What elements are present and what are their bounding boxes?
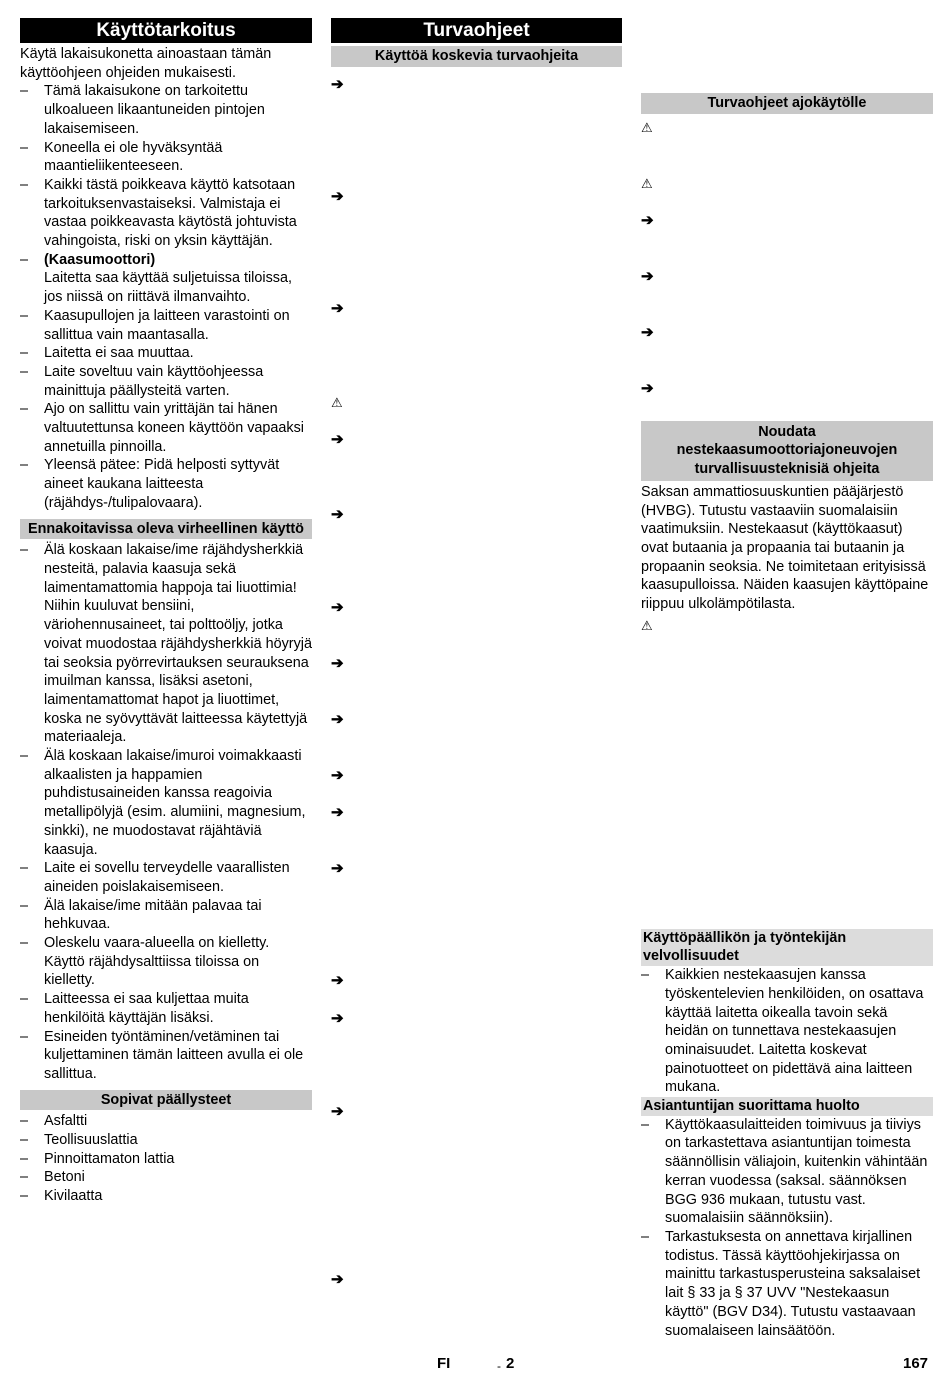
intended-use-list <box>20 82 312 512</box>
arrow-icon: ➔ <box>641 324 654 341</box>
arrow-icon: ➔ <box>641 380 654 397</box>
list-item: – Yleensä pätee: Pidä helposti syttyvät aineet kaukana laitteesta (räjähdys-/tulipalovaara). <box>20 456 312 512</box>
arrow-icon: ➔ <box>331 1010 344 1027</box>
list-item: – Teollisuuslattia <box>20 1131 312 1150</box>
list-item: – Pinnoittamaton lattia <box>20 1150 312 1169</box>
lpg-paragraph: Saksan ammattiosuuskuntien pääjärjestö (HVBG). Tutustu vastaaviin suomalaisiin vaatimuksiin. Nestekaasut (käyttökaasut) ovat butaania ja propaania tai butaanin ja propaanin seoksia. Ne toimitetaan erityisissä kaasupulloissa. Näiden kaasujen käyttöpaine riippuu ulkolämpötilasta. <box>641 483 929 613</box>
arrow-icon: ➔ <box>331 860 344 877</box>
section-title-driving-safety: Turvaohjeet ajokäytölle <box>641 93 933 114</box>
arrow-icon: ➔ <box>331 767 344 784</box>
section-title-surfaces: Sopivat päällysteet <box>20 1090 312 1111</box>
list-item: – Älä lakaise/ime mitään palavaa tai hehkuvaa. <box>20 897 312 934</box>
section-title-safety: Turvaohjeet <box>331 18 622 43</box>
section-title-service: Asiantuntijan suorittama huolto <box>641 1097 933 1116</box>
list-item: – Laitetta ei saa muuttaa. <box>20 344 312 363</box>
arrow-icon: ➔ <box>331 1103 344 1120</box>
list-item: – Älä koskaan lakaise/imuroi voimakkaasti alkaalisten ja happamien puhdistusaineiden kanssa reagoivia metallipölyjä (esim. alumiini, magnesium, sinkki), ne muodostavat räjähtäviä kaasuja. <box>20 747 312 859</box>
arrow-icon: ➔ <box>331 972 344 989</box>
arrow-icon: ➔ <box>331 599 344 616</box>
list-item: – Kaikki tästä poikkeava käyttö katsotaan tarkoituksenvastaiseksi. Valmistaja ei vastaa poikkeavasta käytöstä johtuvista vahingoista, riski on yksin käyttäjän. <box>20 176 312 251</box>
service-list <box>641 1116 933 1340</box>
gas-engine-label: (Kaasumoottori) <box>44 251 156 268</box>
section-title-misuse: Ennakoitavissa oleva virheellinen käyttö <box>20 519 312 540</box>
arrow-icon: ➔ <box>331 300 344 317</box>
list-item: – Kaikkien nestekaasujen kanssa työskentelevien henkilöiden, on osattava käyttää laitetta oikealla tavoin sekä heidän on tunnettava nestekaasujen ominaisuudet. Laitetta koskevat painotuotteet on pidettävä aina laitteen mukana. <box>641 966 933 1097</box>
list-item: – Laitteessa ei saa kuljettaa muita henkilöitä käyttäjän lisäksi. <box>20 990 312 1027</box>
list-item: – Esineiden työntäminen/vetäminen tai kuljettaminen tämän laitteen avulla ei ole sallittua. <box>20 1028 312 1084</box>
page-number: 167 <box>903 1355 929 1372</box>
column-right <box>641 93 933 1340</box>
section-title-lpg: Noudata nestekaasumoottoriajoneuvojen turvallisuusteknisiä ohjeita <box>641 421 933 481</box>
misuse-list <box>20 541 312 1083</box>
list-item: – Käyttökaasulaitteiden toimivuus ja tiiviys on tarkastettava asiantuntijan toimesta säännöllisin väliajoin, kuitenkin vähintään kerran vuodessa (saksal. säännöksen BGG 936 mukaan, tutustu vast. suomalaisiin säännöksiin). <box>641 1116 933 1228</box>
section-title-operation-safety: Käyttöä koskevia turvaohjeita <box>331 46 622 67</box>
arrow-icon: ➔ <box>641 268 654 285</box>
duties-list <box>641 966 933 1097</box>
list-item: – Betoni <box>20 1168 312 1187</box>
section-title-intended-use: Käyttötarkoitus <box>20 18 312 43</box>
arrow-icon: ➔ <box>331 506 344 523</box>
arrow-icon: ➔ <box>331 1271 344 1288</box>
list-item: – Koneella ei ole hyväksyntää maantieliikenteeseen. <box>20 139 312 176</box>
list-item-gas-engine <box>20 251 312 307</box>
footer-separator: - <box>497 1359 501 1373</box>
arrow-icon: ➔ <box>331 431 344 448</box>
list-item: – Ajo on sallittu vain yrittäjän tai hänen valtuutettunsa koneen käyttöön vapaaksi annetuilla pinnoilla. <box>20 400 312 456</box>
section-title-duties: Käyttöpäällikön ja työntekijän velvollisuudet <box>641 929 933 966</box>
footer-language: FI <box>437 1355 451 1372</box>
gas-engine-text: Laitetta saa käyttää suljetuissa tiloissa, jos niissä on riittävä ilmanvaihto. <box>44 270 292 306</box>
list-item: – Tämä lakaisukone on tarkoitettu ulkoalueen likaantuneiden pintojen lakaisemiseen. <box>20 82 312 138</box>
intro-paragraph: Käytä lakaisukonetta ainoastaan tämän käyttöohjeen ohjeiden mukaisesti. <box>20 46 272 81</box>
list-item: – Tarkastuksesta on annettava kirjallinen todistus. Tässä käyttöohjekirjassa on mainittu tarkastusperusteina saksalaiset lait § 33 ja § 37 UVV "Nestekaasun käyttö" (BGV D34). Tutustu vastaavaan suomalaiseen lainsäätöön. <box>641 1228 933 1340</box>
list-item: – Kivilaatta <box>20 1187 312 1206</box>
warning-icon: ⚠ <box>331 395 343 410</box>
warning-icon: ⚠ <box>641 120 653 135</box>
warning-icon: ⚠ <box>641 176 653 191</box>
warning-icon: ⚠ <box>641 618 653 633</box>
list-item: – Oleskelu vaara-alueella on kielletty. Käyttö räjähdysalttiissa tiloissa on kielletty. <box>20 934 312 990</box>
list-item: – Kaasupullojen ja laitteen varastointi on sallittua vain maantasalla. <box>20 307 312 344</box>
arrow-icon: ➔ <box>641 212 654 229</box>
footer-section-number: 2 <box>506 1355 515 1372</box>
list-item: – Asfaltti <box>20 1112 312 1131</box>
arrow-icon: ➔ <box>331 804 344 821</box>
column-left <box>20 18 312 1206</box>
arrow-icon: ➔ <box>331 76 344 93</box>
arrow-icon: ➔ <box>331 188 344 205</box>
surfaces-list <box>20 1112 312 1206</box>
column-middle <box>331 18 622 67</box>
list-item: – Laite ei sovellu terveydelle vaarallisten aineiden poislakaisemiseen. <box>20 859 312 896</box>
list-item: – Älä koskaan lakaise/ime räjähdysherkkiä nesteitä, palavia kaasuja sekä laimentamattomia happoja tai liuottimia! Niihin kuuluvat bensiini, väriohennusaineet, tai polttoöljy, jotka voivat muodostaa räjähdysherkkiä höyryjä tai seoksia pyörrevirtauksen seurauksena imuilman kanssa, lisäksi asetoni, laimentamattomat hapot ja liuottimet, koska ne syövyttävät laitteessa käytettyjä materiaaleja. <box>20 541 312 747</box>
arrow-icon: ➔ <box>331 711 344 728</box>
arrow-icon: ➔ <box>331 655 344 672</box>
list-item: – Laite soveltuu vain käyttöohjeessa mainittuja päällysteitä varten. <box>20 363 312 400</box>
